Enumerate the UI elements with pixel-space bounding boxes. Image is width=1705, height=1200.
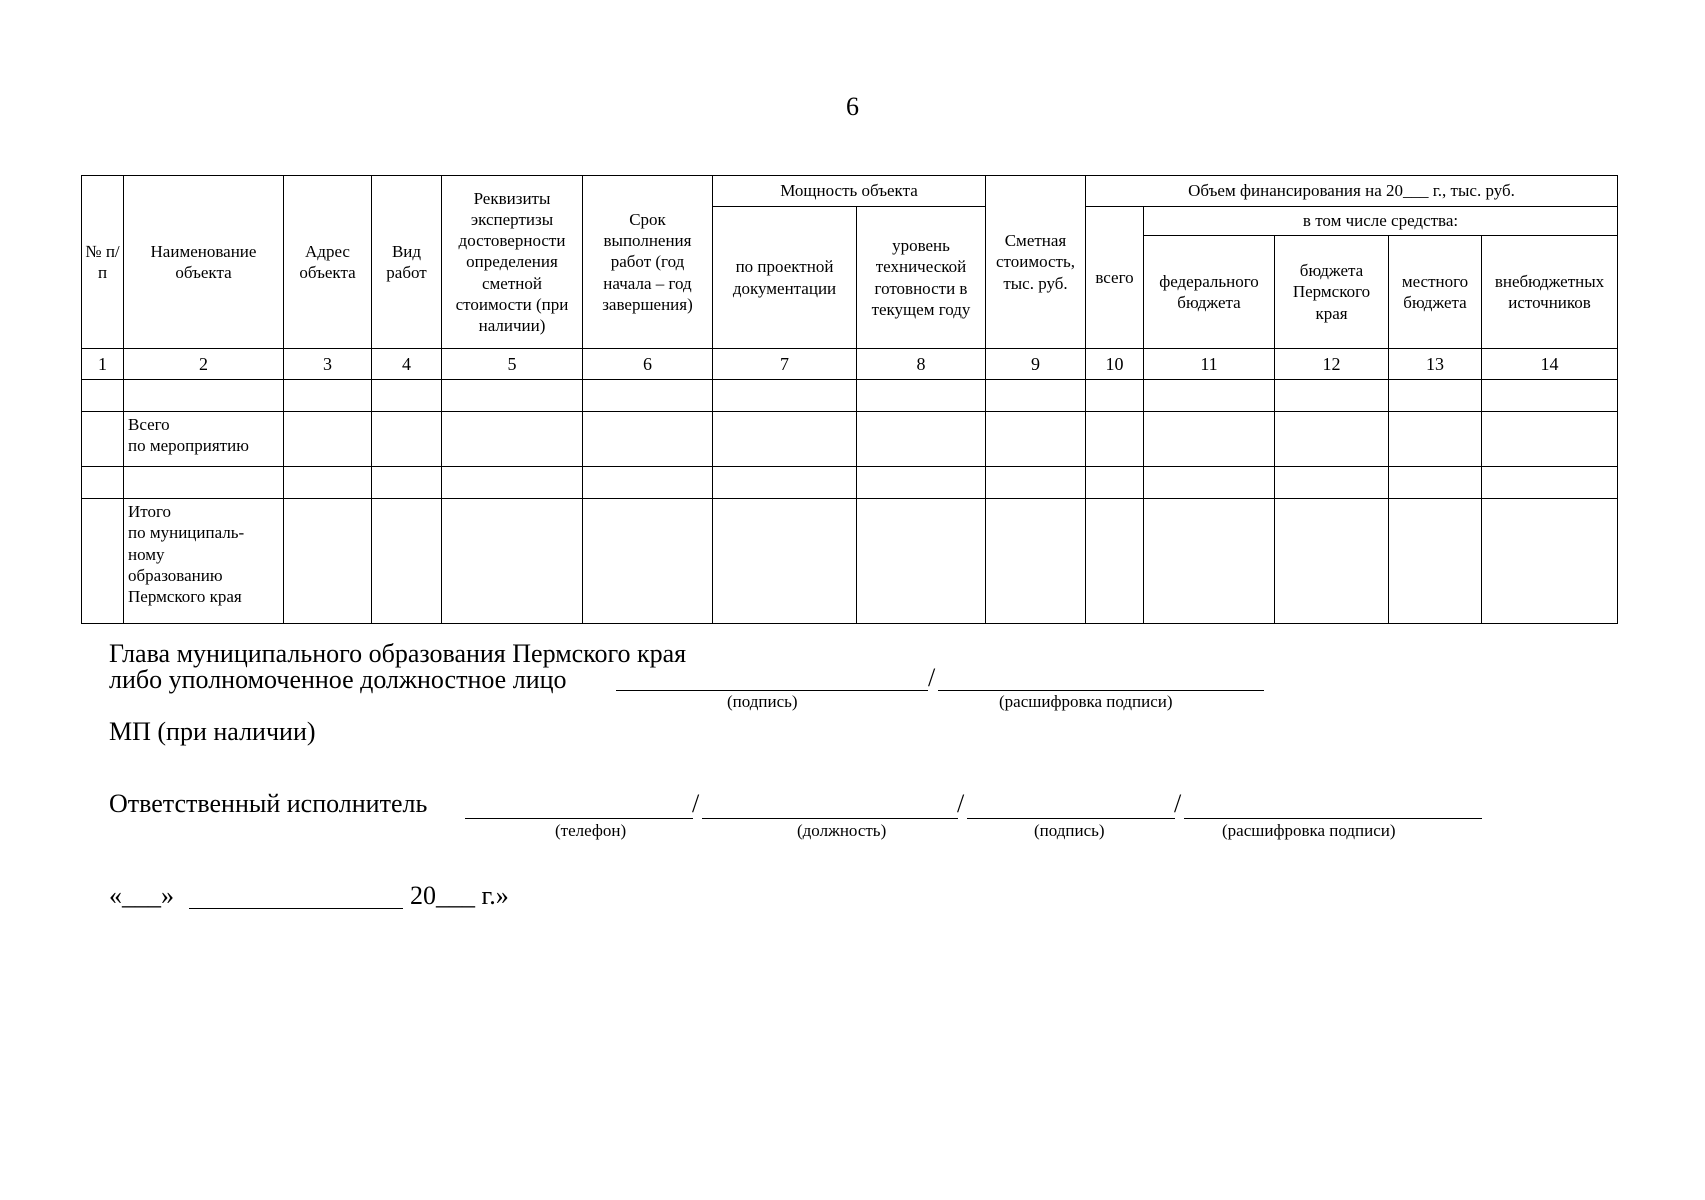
table-cell[interactable]	[713, 412, 857, 467]
header-extra: внебюджетных источников	[1482, 236, 1618, 349]
table-cell[interactable]	[857, 499, 986, 624]
separator-slash: /	[957, 789, 965, 818]
table-cell[interactable]	[1275, 499, 1389, 624]
separator-slash: /	[928, 663, 936, 692]
date-day: «___»	[109, 881, 174, 910]
header-num: № п/п	[82, 176, 124, 349]
table-cell[interactable]	[1144, 412, 1275, 467]
caption-position: (должность)	[797, 821, 887, 840]
total-label: Всего по мероприятию	[124, 412, 284, 467]
table-cell[interactable]	[82, 380, 124, 412]
table-cell[interactable]	[442, 412, 583, 467]
table-cell[interactable]	[1086, 467, 1144, 499]
table-cell[interactable]	[1086, 412, 1144, 467]
table-cell[interactable]	[583, 467, 713, 499]
separator-slash: /	[692, 789, 700, 818]
column-numbers-row	[82, 349, 1618, 380]
table-cell[interactable]	[442, 499, 583, 624]
date-year: 20___ г.»	[410, 881, 509, 910]
table-cell[interactable]	[1482, 380, 1618, 412]
header-estimated-cost: Сметная стоимость, тыс. руб.	[986, 176, 1086, 349]
date-month-field[interactable]	[189, 908, 403, 909]
column-number: 1	[82, 349, 124, 380]
table-cell[interactable]	[583, 499, 713, 624]
page-number: 6	[846, 92, 859, 121]
table-cell[interactable]	[1389, 380, 1482, 412]
table-cell[interactable]	[372, 412, 442, 467]
header-including: в том числе средства:	[1144, 207, 1618, 236]
header-local: местного бюджета	[1389, 236, 1482, 349]
table-cell[interactable]	[124, 467, 284, 499]
table-cell[interactable]	[82, 412, 124, 467]
table-cell[interactable]	[1482, 467, 1618, 499]
header-work-type: Вид работ	[372, 176, 442, 349]
column-number: 11	[1144, 349, 1275, 380]
table-cell[interactable]	[284, 499, 372, 624]
itogo-row	[82, 499, 1618, 624]
column-number: 12	[1275, 349, 1389, 380]
column-number: 10	[1086, 349, 1144, 380]
table-cell[interactable]	[857, 467, 986, 499]
table-cell[interactable]	[124, 380, 284, 412]
table-cell[interactable]	[857, 380, 986, 412]
column-number: 3	[284, 349, 372, 380]
table-cell[interactable]	[284, 467, 372, 499]
table-cell[interactable]	[986, 412, 1086, 467]
caption-decoding: (расшифровка подписи)	[999, 692, 1173, 711]
table-cell[interactable]	[583, 380, 713, 412]
table-cell[interactable]	[713, 380, 857, 412]
table-cell[interactable]	[82, 499, 124, 624]
decoding-field[interactable]	[1184, 818, 1482, 819]
separator-slash: /	[1174, 789, 1182, 818]
stamp-place-label: МП (при наличии)	[109, 717, 316, 746]
phone-field[interactable]	[465, 818, 693, 819]
header-name: Наименование объекта	[124, 176, 284, 349]
header-term: Срок выполнения работ (год начала – год завершения)	[583, 176, 713, 349]
header-capacity: Мощность объекта	[713, 176, 986, 207]
table-cell[interactable]	[372, 467, 442, 499]
table-cell[interactable]	[713, 467, 857, 499]
head-title-line1: Глава муниципального образования Пермского края	[109, 639, 687, 668]
header-federal: федерального бюджета	[1144, 236, 1275, 349]
table-cell[interactable]	[1144, 380, 1275, 412]
column-number: 9	[986, 349, 1086, 380]
table-cell[interactable]	[442, 467, 583, 499]
table-cell[interactable]	[1482, 412, 1618, 467]
head-signature-field[interactable]	[616, 690, 928, 691]
header-capacity-level: уровень технической готовности в текущем году	[857, 207, 986, 349]
table-cell[interactable]	[1275, 380, 1389, 412]
signature-field[interactable]	[967, 818, 1175, 819]
column-number: 14	[1482, 349, 1618, 380]
table-cell[interactable]	[713, 499, 857, 624]
column-number: 5	[442, 349, 583, 380]
caption-decoding-2: (расшифровка подписи)	[1222, 821, 1396, 840]
table-cell[interactable]	[583, 412, 713, 467]
position-field[interactable]	[702, 818, 958, 819]
table-cell[interactable]	[857, 412, 986, 467]
caption-signature: (подпись)	[727, 692, 798, 711]
head-decoding-field[interactable]	[938, 690, 1264, 691]
table-cell[interactable]	[372, 499, 442, 624]
column-number: 13	[1389, 349, 1482, 380]
head-title-line2: либо уполномоченное должностное лицо	[109, 665, 567, 694]
table-cell[interactable]	[1086, 499, 1144, 624]
table-cell[interactable]	[1275, 412, 1389, 467]
table-cell[interactable]	[1275, 467, 1389, 499]
table-cell[interactable]	[284, 412, 372, 467]
table-cell[interactable]	[82, 467, 124, 499]
table-cell[interactable]	[1144, 499, 1275, 624]
table-cell[interactable]	[1389, 467, 1482, 499]
caption-phone: (телефон)	[555, 821, 627, 840]
header-total: всего	[1086, 207, 1144, 349]
header-perm: бюджета Пермского края	[1275, 236, 1389, 349]
table-cell[interactable]	[986, 467, 1086, 499]
column-number: 4	[372, 349, 442, 380]
financing-table	[81, 175, 1618, 624]
caption-signature-2: (подпись)	[1034, 821, 1105, 840]
table-cell[interactable]	[442, 380, 583, 412]
table-cell[interactable]	[1086, 380, 1144, 412]
column-number: 7	[713, 349, 857, 380]
table-cell[interactable]	[986, 499, 1086, 624]
header-address: Адрес объекта	[284, 176, 372, 349]
responsible-label: Ответственный исполнитель	[109, 789, 428, 818]
table-cell[interactable]	[1144, 467, 1275, 499]
column-number: 8	[857, 349, 986, 380]
header-capacity-project: по проектной документации	[713, 207, 857, 349]
itogo-label: Итого по муниципаль- ному образованию Пермского края	[124, 499, 284, 624]
header-expertise: Реквизиты экспертизы достоверности определения сметной стоимости (при наличии)	[442, 176, 583, 349]
header-financing: Объем финансирования на 20___ г., тыс. руб.	[1086, 176, 1618, 207]
table-row	[82, 467, 1618, 499]
table-row	[82, 380, 1618, 412]
table-cell[interactable]	[1482, 499, 1618, 624]
table-cell[interactable]	[284, 380, 372, 412]
table-cell[interactable]	[1389, 412, 1482, 467]
table-cell[interactable]	[986, 380, 1086, 412]
table-cell[interactable]	[372, 380, 442, 412]
table-cell[interactable]	[1389, 499, 1482, 624]
column-number: 2	[124, 349, 284, 380]
column-number: 6	[583, 349, 713, 380]
total-row	[82, 412, 1618, 467]
